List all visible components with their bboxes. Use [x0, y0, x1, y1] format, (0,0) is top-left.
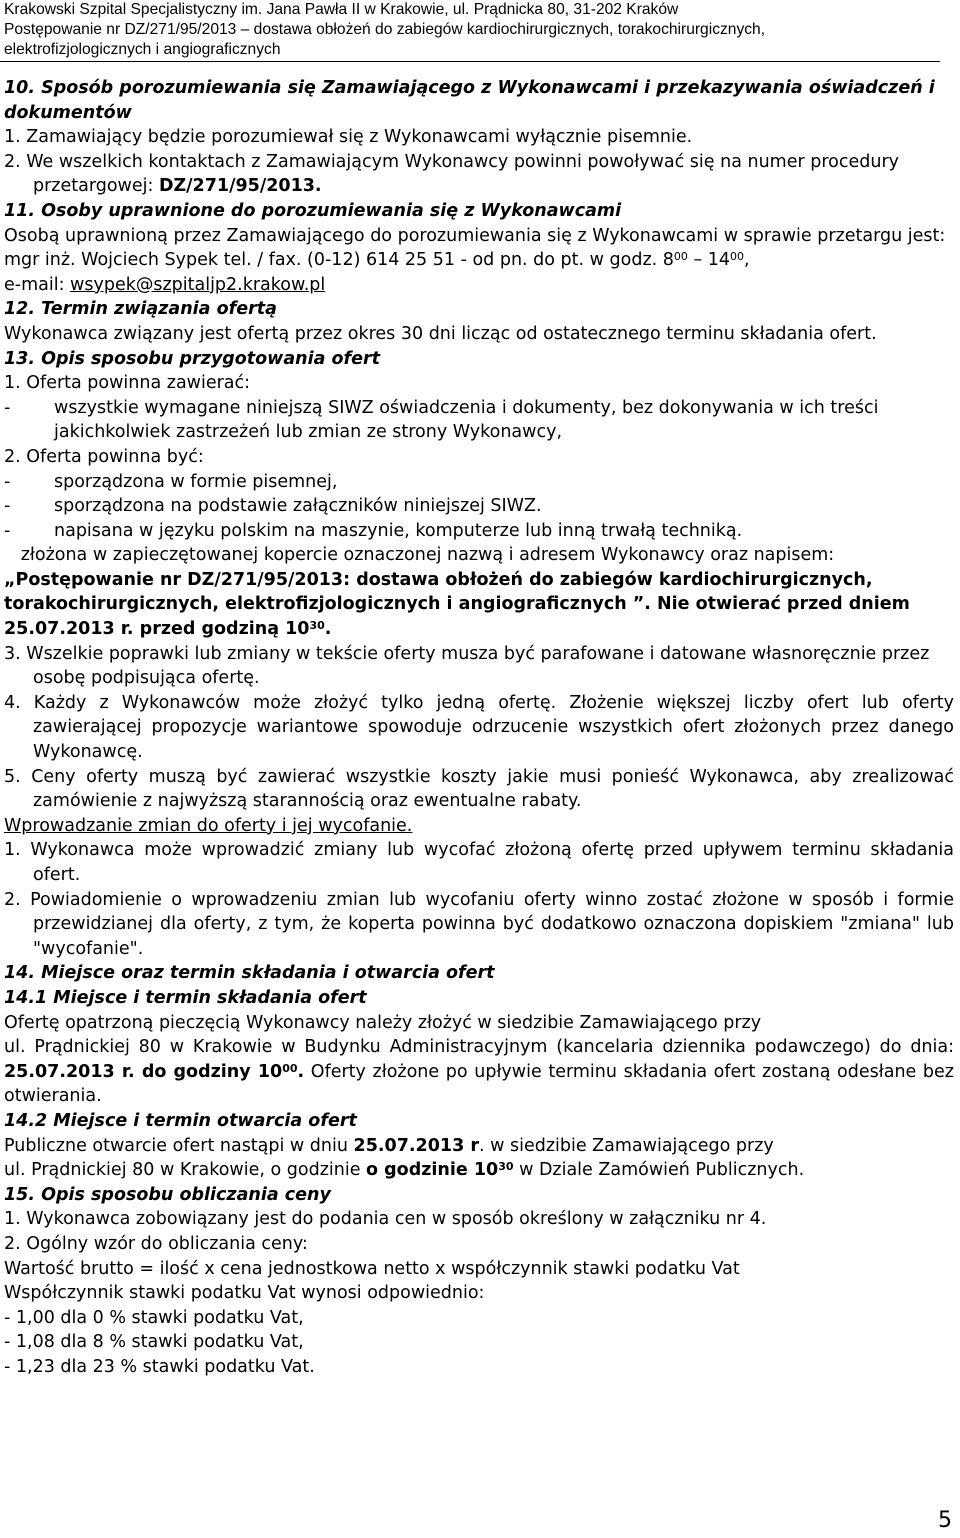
page-header — [0, 0, 960, 60]
section-13-item-4: 4. Każdy z Wykonawców może złożyć tylko jedną ofertę. Złożenie większej liczby ofert lub oferty zawierającej propozycje wariantowe spowoduje odrzucenie wszystkich ofert złożonych przez danego Wykonawcę. — [4, 692, 954, 763]
section-14-2-title: 14.2 Miejsce i termin otwarcia ofert — [4, 1110, 357, 1131]
deadline-date: 25.07.2013 r. do godziny 10 — [4, 1061, 283, 1082]
section-13-item-5: 5. Ceny oferty muszą być zawierać wszystkie koszty jakie musi ponieść Wykonawca, aby zrealizować zamówienie z najwyższą starannością oraz ewentualne rabaty. — [4, 766, 954, 812]
section-15-title: 15. Opis sposobu obliczania ceny — [4, 1184, 331, 1205]
dash-item: - sporządzona na podstawie załączników niniejszej SIWZ. — [4, 496, 542, 517]
document-body — [4, 76, 954, 1379]
section-12-title: 12. Termin związania ofertą — [4, 299, 277, 320]
section-14-1-text-1: Ofertę opatrzoną pieczęcią Wykonawcy należy złożyć w siedzibie Zamawiającego przy — [4, 1012, 762, 1033]
opening-time-sup: 30 — [498, 1160, 514, 1174]
opening-department: w Dziale Zamówień Publicznych. — [513, 1160, 805, 1181]
contact-comma: , — [744, 250, 750, 271]
section-14-2-text-1 — [4, 1134, 954, 1159]
hours-start-sup: 00 — [673, 250, 688, 264]
header-line-2: Postępowanie nr DZ/271/95/2013 – dostawa obłożeń do zabiegów kardiochirurgicznych, torakochirurgicznych, — [4, 21, 766, 38]
price-formula: Wartość brutto = ilość x cena jednostkowa netto x współczynnik stawki podatku Vat — [4, 1258, 740, 1279]
dash-item: - sporządzona w formie pisemnej, — [4, 471, 338, 492]
section-14-1-title: 14.1 Miejsce i termin składania ofert — [4, 987, 367, 1008]
opening-place: . w siedzibie Zamawiającego przy — [478, 1135, 774, 1156]
changes-item-2: 2. Powiadomienie o wprowadzeniu zmian lub wycofaniu oferty winno zostać złożone w sposób i formie przewidzianej dla oferty, z tym, że koperta powinna być dodatkowo oznaczona dopiskiem "zmiana" lub "wycofanie". — [4, 889, 954, 959]
vat-rate-item: - 1,23 dla 23 % stawki podatku Vat. — [4, 1356, 315, 1377]
section-11-text: Osobą uprawnioną przez Zamawiającego do porozumiewania się z Wykonawcami w sprawie przetargu jest: — [4, 225, 946, 246]
header-line-3: elektrofizjologicznych i angiograficznych — [4, 41, 281, 58]
header-rule — [0, 61, 940, 62]
contact-text: mgr inż. Wojciech Sypek tel. / fax. (0-12) 614 25 51 - od pn. do pt. w godz. 8 — [4, 250, 674, 271]
vat-rate-item: - 1,08 dla 8 % stawki podatku Vat, — [4, 1332, 304, 1353]
late-offers-text: Oferty złożone po upływie terminu składania ofert zostaną odesłane bez otwierania. — [4, 1061, 954, 1107]
hours-end-sup: 00 — [730, 250, 745, 264]
changes-item-1: 1. Wykonawca może wprowadzić zmiany lub wycofać złożoną ofertę przed upływem terminu składania ofert. — [4, 840, 954, 885]
section-14-2-text-2 — [4, 1158, 954, 1183]
page-number: 5 — [938, 1508, 952, 1533]
section-13-item-2: 2. Oferta powinna być: — [4, 446, 204, 467]
section-10-item-1: 1. Zamawiający będzie porozumiewał się z Wykonawcami wyłącznie pisemnie. — [4, 127, 693, 148]
section-15-item-1: 1. Wykonawca zobowiązany jest do podania cen w sposób określony w załączniku nr 4. — [4, 1209, 767, 1230]
section-10-title: 10. Sposób porozumiewania się Zamawiającego z Wykonawcami i przekazywania oświadczeń i dokumentów — [4, 78, 935, 123]
vat-coefficient-intro: Współczynnik stawki podatku Vat wynosi odpowiednio: — [4, 1283, 485, 1304]
dash-item: - napisana w języku polskim na maszynie, komputerze lub inną trwałą techniką. — [4, 520, 743, 541]
section-14-1-text-2 — [4, 1035, 954, 1109]
dash-item-text: wszystkie wymagane niniejszą SIWZ oświadczenia i dokumenty, bez dokonywania w ich treści jakichkolwiek zastrzeżeń lub zmian ze strony Wykonawcy, — [54, 397, 879, 443]
changes-subheading: Wprowadzanie zmian do oferty i jej wycofanie. — [4, 815, 413, 836]
section-15-item-2: 2. Ogólny wzór do obliczania ceny: — [4, 1233, 308, 1254]
dash-item-text: napisana w języku polskim na maszynie, komputerze lub inną trwałą techniką. — [54, 520, 743, 541]
opening-text: Publiczne otwarcie ofert nastąpi w dniu — [4, 1135, 354, 1156]
section-12-text: Wykonawca związany jest ofertą przez okres 30 dni licząc od ostatecznego terminu składania ofert. — [4, 323, 877, 344]
address-text: ul. Prądnickiej 80 w Krakowie w Budynku Administracyjnym (kancelaria dziennika podawczego) do dnia: — [4, 1037, 954, 1058]
section-13-item-3: 3. Wszelkie poprawki lub zmiany w tekście oferty musza być parafowane i datowane własnoręcznie przez osobę podpisująca ofertę. — [4, 643, 930, 689]
section-13-item-1: 1. Oferta powinna zawierać: — [4, 373, 251, 394]
header-line-1: Krakowski Szpital Specjalistyczny im. Jana Pawła II w Krakowie, ul. Prądnicka 80, 31-202 Kraków — [4, 1, 679, 18]
opening-time: o godzinie 10 — [366, 1160, 499, 1181]
deadline-period: . — [297, 1061, 305, 1082]
envelope-time-sup: 30 — [309, 619, 325, 633]
section-11-title: 11. Osoby uprawnione do porozumiewania się z Wykonawcami — [4, 200, 622, 221]
deadline-time-sup: 00 — [282, 1061, 298, 1075]
hours-dash: – 14 — [687, 250, 731, 271]
envelope-label — [4, 543, 954, 641]
email-link[interactable]: wsypek@szpitaljp2.krakow.pl — [70, 274, 326, 295]
section-10-item-2-text: 2. We wszelkich kontaktach z Zamawiającym Wykonawcy powinni powoływać się na numer procedury przetargowej: — [4, 151, 900, 197]
envelope-text: złożona w zapieczętowanej kopercie oznaczonej nazwą i adresem Wykonawcy oraz napisem: — [4, 545, 840, 566]
section-10-item-2 — [4, 150, 954, 199]
dash-item: - wszystkie wymagane niniejszą SIWZ oświadczenia i dokumenty, bez dokonywania w ich treści jakichkolwiek zastrzeżeń lub zmian ze strony Wykonawcy, — [4, 397, 879, 443]
envelope-period: . — [324, 619, 332, 640]
section-14-title: 14. Miejsce oraz termin składania i otwarcia ofert — [4, 963, 495, 984]
envelope-inscription: „Postępowanie nr DZ/271/95/2013: dostawa obłożeń do zabiegów kardiochirurgicznych, torakochirurgicznych, elektrofizjologicznych i angiograficznych ”. Nie otwierać przed dniem 25.07.2013 r. przed godziną 10 — [4, 569, 916, 640]
opening-address: ul. Prądnickiej 80 w Krakowie, o godzinie — [4, 1160, 367, 1181]
dash-item-text: sporządzona w formie pisemnej, — [54, 471, 338, 492]
opening-date: 25.07.2013 r — [353, 1135, 479, 1156]
procedure-number: DZ/271/95/2013. — [158, 176, 322, 197]
contact-person — [4, 248, 954, 273]
contact-email-line — [4, 273, 954, 298]
vat-rate-item: - 1,00 dla 0 % stawki podatku Vat, — [4, 1307, 304, 1328]
dash-item-text: sporządzona na podstawie załączników niniejszej SIWZ. — [54, 496, 542, 517]
email-label: e-mail: — [4, 274, 71, 295]
section-13-title: 13. Opis sposobu przygotowania ofert — [4, 348, 381, 369]
